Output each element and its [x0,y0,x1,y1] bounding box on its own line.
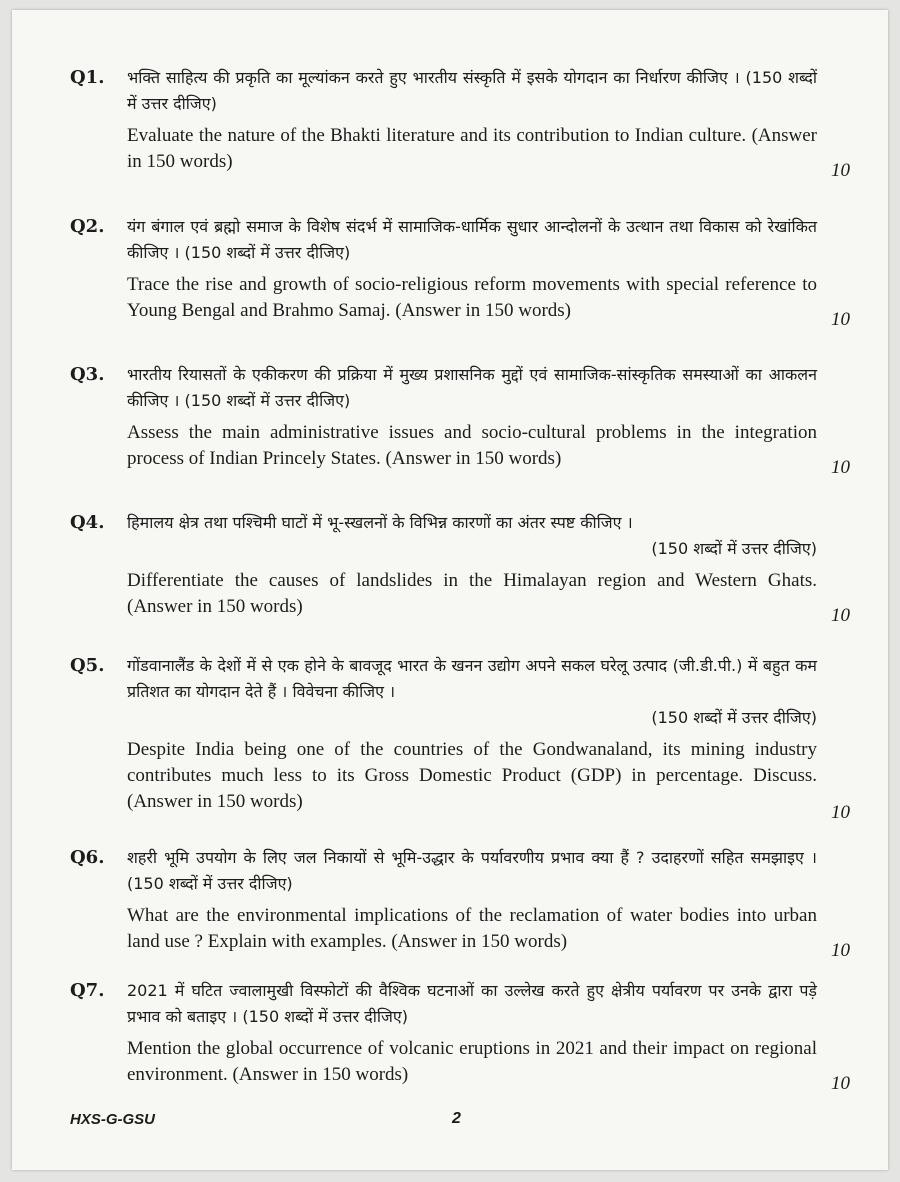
question-text-hindi: शहरी भूमि उपयोग के लिए जल निकायों से भूमि-उद्धार के पर्यावरणीय प्रभाव क्या हैं ? उदाहरणों सहित समझाइए । (150 शब्दों में उत्तर दीजिए) [127,848,817,893]
question-marks: 10 [831,1073,850,1094]
question-text-english: Evaluate the nature of the Bhakti literature and its contribution to Indian culture. (Answer in 150 words) [127,125,817,172]
question-text-english: Despite India being one of the countries of the Gondwanaland, its mining industry contributes much less to its Gross Domestic Product (GDP) in percentage. Discuss. (Answer in 150 words) [127,739,817,812]
question-text-english: Mention the global occurrence of volcanic eruptions in 2021 and their impact on regional environment. (Answer in 150 words) [127,1038,817,1085]
paper-code: HXS-G-GSU [70,1111,156,1128]
word-limit-note-hindi: (150 शब्दों में उत्तर दीजिए) [651,708,817,727]
question-text-hindi: यंग बंगाल एवं ब्रह्मो समाज के विशेष संदर्भ में सामाजिक-धार्मिक सुधार आन्दोलनों के उत्थान तथा विकास को रेखांकित कीजिए । (150 शब्दों में उत्तर दीजिए) [127,217,817,262]
question-number: Q6. [70,847,105,868]
question-text-english: What are the environmental implications of the reclamation of water bodies into urban land use ? Explain with examples. (Answer in 150 words) [127,905,817,952]
question-text-hindi: हिमालय क्षेत्र तथा पश्चिमी घाटों में भू-स्खलनों के विभिन्न कारणों का अंतर स्पष्ट कीजिए । [127,513,633,532]
question-text-english: Differentiate the causes of landslides in the Himalayan region and Western Ghats. (Answer in 150 words) [127,570,817,617]
question-number: Q1. [70,67,105,88]
question-marks: 10 [831,940,850,961]
question-text-hindi: 2021 में घटित ज्वालामुखी विस्फोटों की वैश्विक घटनाओं का उल्लेख करते हुए क्षेत्रीय पर्यावरण पर उनके द्वारा पड़े प्रभाव को बताइए । (150 शब्दों में उत्तर दीजिए) [127,981,817,1026]
question-paper-page [12,10,888,1170]
question-text-hindi: भक्ति साहित्य की प्रकृति का मूल्यांकन करते हुए भारतीय संस्कृति में इसके योगदान का निर्धारण कीजिए । (150 शब्दों में उत्तर दीजिए) [127,68,817,113]
question-number: Q5. [70,655,105,676]
question-number: Q2. [70,216,105,237]
question-number: Q3. [70,364,105,385]
question-marks: 10 [831,605,850,626]
question-marks: 10 [831,160,850,181]
question-text-english: Trace the rise and growth of socio-religious reform movements with special reference to Young Bengal and Brahmo Samaj. (Answer in 150 words) [127,274,817,321]
question-number: Q4. [70,512,105,533]
question-marks: 10 [831,309,850,330]
page-number: 2 [452,1110,461,1127]
word-limit-note-hindi: (150 शब्दों में उत्तर दीजिए) [651,539,817,558]
question-marks: 10 [831,457,850,478]
question-number: Q7. [70,980,105,1001]
question-text-english: Assess the main administrative issues and socio-cultural problems in the integration process of Indian Princely States. (Answer in 150 words) [127,422,817,469]
question-marks: 10 [831,802,850,823]
question-text-hindi: भारतीय रियासतों के एकीकरण की प्रक्रिया में मुख्य प्रशासनिक मुद्दों एवं सामाजिक-सांस्कृतिक समस्याओं का आकलन कीजिए । (150 शब्दों में उत्तर दीजिए) [127,365,817,410]
question-text-hindi: गोंडवानालैंड के देशों में से एक होने के बावजूद भारत के खनन उद्योग अपने सकल घरेलू उत्पाद (जी.डी.पी.) में बहुत कम प्रतिशत का योगदान देते हैं । विवेचना कीजिए । [127,656,817,701]
